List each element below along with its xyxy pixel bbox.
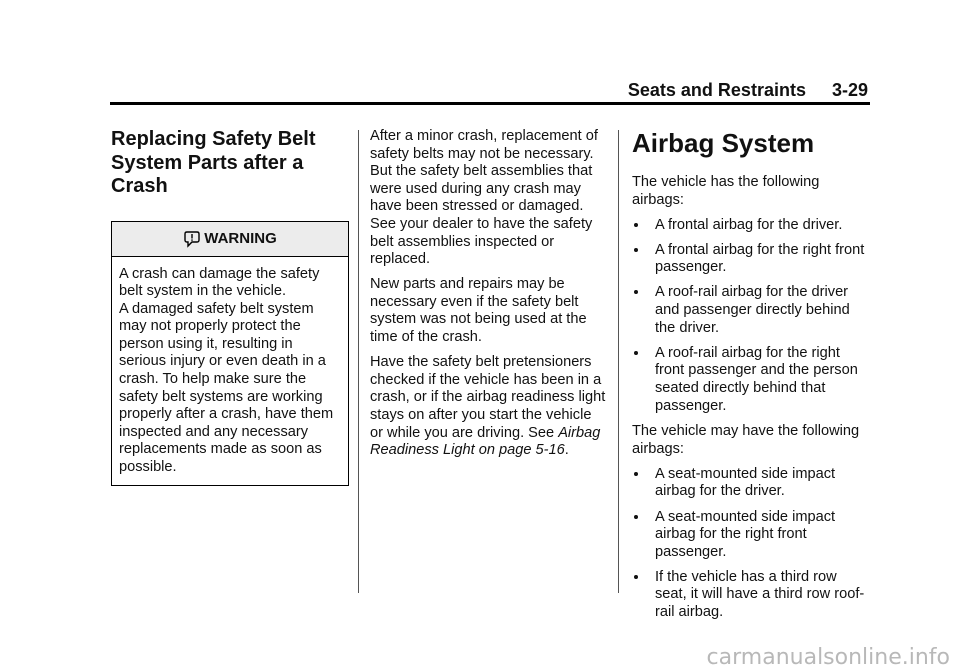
- column-divider-left: [358, 130, 359, 593]
- bullet-icon: [634, 223, 638, 227]
- bullet-icon: [634, 575, 638, 579]
- list-item-text: A roof-rail airbag for the right front passenger and the person seated directly behind that passenger.: [655, 344, 858, 414]
- list-item-text: If the vehicle has a third row seat, it will have a third row roof-rail airbag.: [655, 568, 865, 620]
- warning-text-1: A crash can damage the safety belt system in the vehicle.: [119, 265, 320, 300]
- paragraph-minor-crash: After a minor crash, replacement of safety belts may not be necessary. But the safety belt assemblies that were used during any crash may have been stressed or damaged. See your dealer to have the safety belt assemblies inspected or replaced.: [370, 128, 598, 268]
- optional-airbags-intro: The vehicle may have the following airbags:: [632, 423, 860, 457]
- warning-label: WARNING: [204, 229, 277, 247]
- warning-body: [112, 257, 348, 485]
- running-header: [628, 80, 868, 100]
- pretensioners-end: .: [564, 442, 569, 459]
- right-column: [632, 128, 870, 630]
- pretensioners-text: Have the safety belt pretensioners checked if the vehicle has been in a crash, or if the airbag readiness light stays on after you start the vehicle or while you are driving. See: [370, 354, 606, 441]
- list-item: [632, 242, 870, 277]
- bullet-icon: [634, 351, 638, 355]
- section-heading-airbag-system: Airbag System: [632, 128, 815, 158]
- section-heading-replacing-belt-parts: Replacing Safety Belt System Parts after a Crash: [111, 128, 316, 197]
- list-item-text: A roof-rail airbag for the driver and passenger directly behind the driver.: [655, 284, 850, 336]
- list-item-text: A seat-mounted side impact airbag for the right front passenger.: [655, 508, 836, 560]
- left-column: [111, 128, 349, 486]
- list-item-text: A frontal airbag for the driver.: [655, 216, 843, 233]
- page-number: 3-29: [831, 80, 868, 100]
- airbag-readiness-link[interactable]: Airbag Readiness Light on page 5-16: [370, 424, 601, 459]
- paragraph-pretensioners: [370, 354, 608, 460]
- airbags-intro: The vehicle has the following airbags:: [632, 174, 820, 208]
- list-item: [632, 217, 870, 235]
- bullet-icon: [634, 248, 638, 252]
- list-item-text: A frontal airbag for the right front passenger.: [655, 241, 865, 276]
- list-item: [632, 569, 870, 622]
- bullet-icon: [634, 472, 638, 476]
- paragraph-new-parts: New parts and repairs may be necessary even if the safety belt system was not being used at the time of the crash.: [370, 276, 587, 346]
- warning-box: [111, 221, 349, 486]
- column-divider-right: [618, 130, 619, 593]
- header-rule: [110, 102, 870, 105]
- watermark: carmanualsonline.info: [706, 645, 950, 670]
- list-item: [632, 509, 870, 562]
- middle-column: [370, 128, 608, 467]
- airbag-list-optional: [632, 466, 870, 622]
- bullet-icon: [634, 290, 638, 294]
- list-item: [632, 466, 870, 501]
- warning-icon: [183, 230, 201, 248]
- warning-header: [112, 222, 348, 257]
- airbag-list-standard: [632, 217, 870, 415]
- header-section-title: Seats and Restraints: [627, 80, 806, 100]
- list-item: [632, 345, 870, 415]
- list-item: [632, 284, 870, 337]
- warning-text-2: A damaged safety belt system may not properly protect the person using it, resulting in serious injury or even death in a crash. To help make sure the safety belt systems are working properly after a crash, have them inspected and any necessary replacements made as soon as possible.: [119, 300, 334, 476]
- bullet-icon: [634, 515, 638, 519]
- list-item-text: A seat-mounted side impact airbag for the driver.: [655, 465, 836, 500]
